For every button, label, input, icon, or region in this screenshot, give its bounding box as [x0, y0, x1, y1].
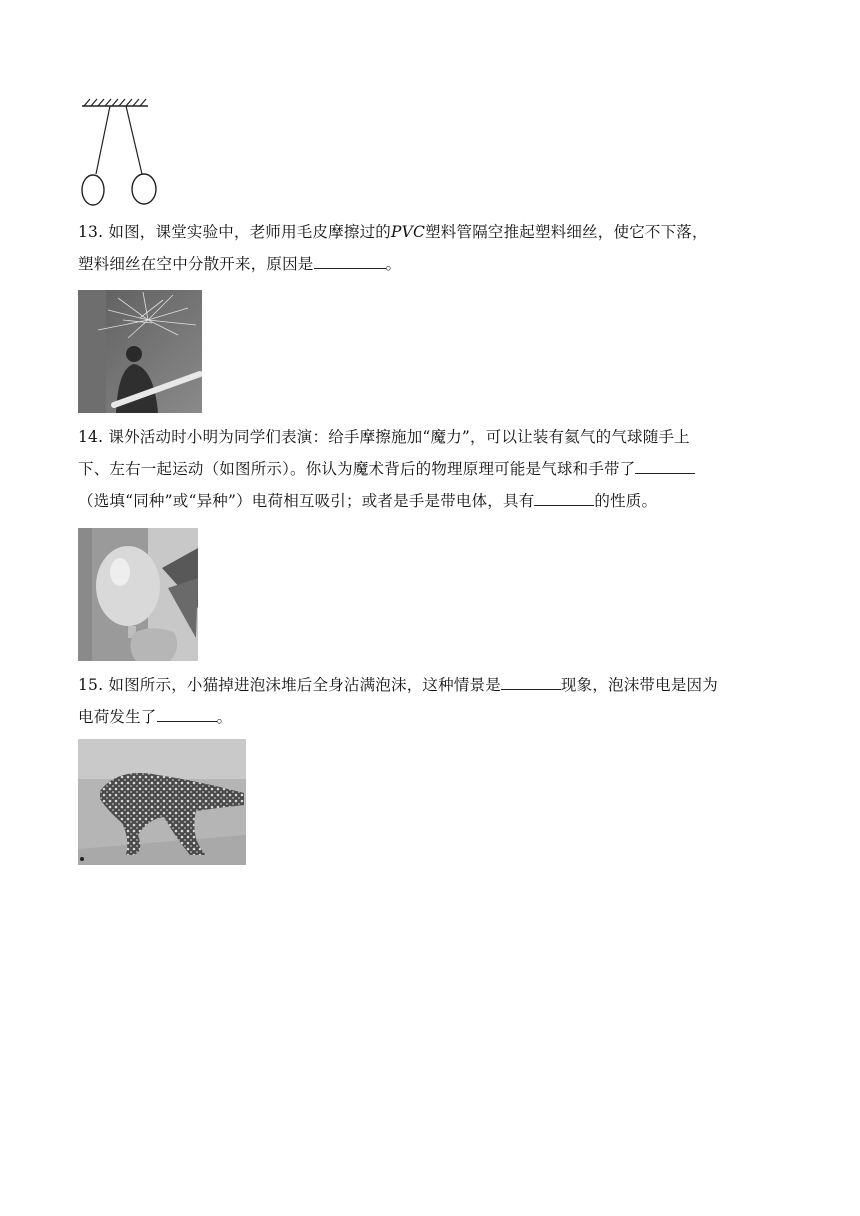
q13-line-1	[78, 216, 778, 248]
pvc-tube-photo	[78, 290, 202, 413]
q14-line-3	[78, 485, 778, 517]
q15-number: 15.	[78, 676, 104, 694]
question-13	[78, 216, 778, 280]
q14-answer-blank-2[interactable]	[534, 487, 594, 506]
q14-line-1	[78, 421, 778, 453]
q14-text-b: 下、左右一起运动（如图所示）。你认为魔术背后的物理原理可能是气球和手带了	[78, 460, 636, 478]
q14-end: 的性质。	[594, 492, 658, 510]
q15-answer-blank-2[interactable]	[157, 703, 217, 722]
q13-text-a: 如图，课堂实验中，老师用毛皮摩擦过的	[108, 223, 392, 241]
q15-end: 。	[216, 708, 233, 726]
q15-answer-blank-1[interactable]	[501, 671, 561, 690]
q15-text-b: 现象，泡沫带电是因为	[560, 676, 718, 694]
q13-pvc: PVC	[391, 223, 426, 241]
q15-line-1	[78, 669, 778, 701]
q15-line-2	[78, 701, 778, 733]
q14-text-c: （选填“同种”或“异种”）电荷相互吸引；或者是手是带电体，具有	[78, 492, 535, 510]
q14-text-a: 课外活动时小明为同学们表演：给手摩擦施加“魔力”，可以让装有氦气的气球随手上	[108, 428, 690, 446]
balloon-photo	[78, 528, 198, 661]
q13-line-2	[78, 248, 778, 280]
q14-answer-blank-1[interactable]	[635, 455, 695, 474]
q15-text-a: 如图所示，小猫掉进泡沫堆后全身沾满泡沫，这种情景是	[108, 676, 501, 694]
q13-answer-blank[interactable]	[314, 250, 386, 269]
question-15	[78, 669, 778, 733]
q15-text-c: 电荷发生了	[78, 708, 157, 726]
pendulum-figure	[76, 96, 166, 208]
q13-number: 13.	[78, 223, 104, 241]
q13-end: 。	[385, 255, 402, 273]
foam-cat-photo	[78, 739, 246, 865]
question-14	[78, 421, 778, 517]
q13-text-b: 塑料管隔空推起塑料细丝，使它不下落，	[425, 223, 708, 241]
q14-line-2	[78, 453, 778, 485]
q14-number: 14.	[78, 428, 104, 446]
q13-text-c: 塑料细丝在空中分散开来，原因是	[78, 255, 314, 273]
